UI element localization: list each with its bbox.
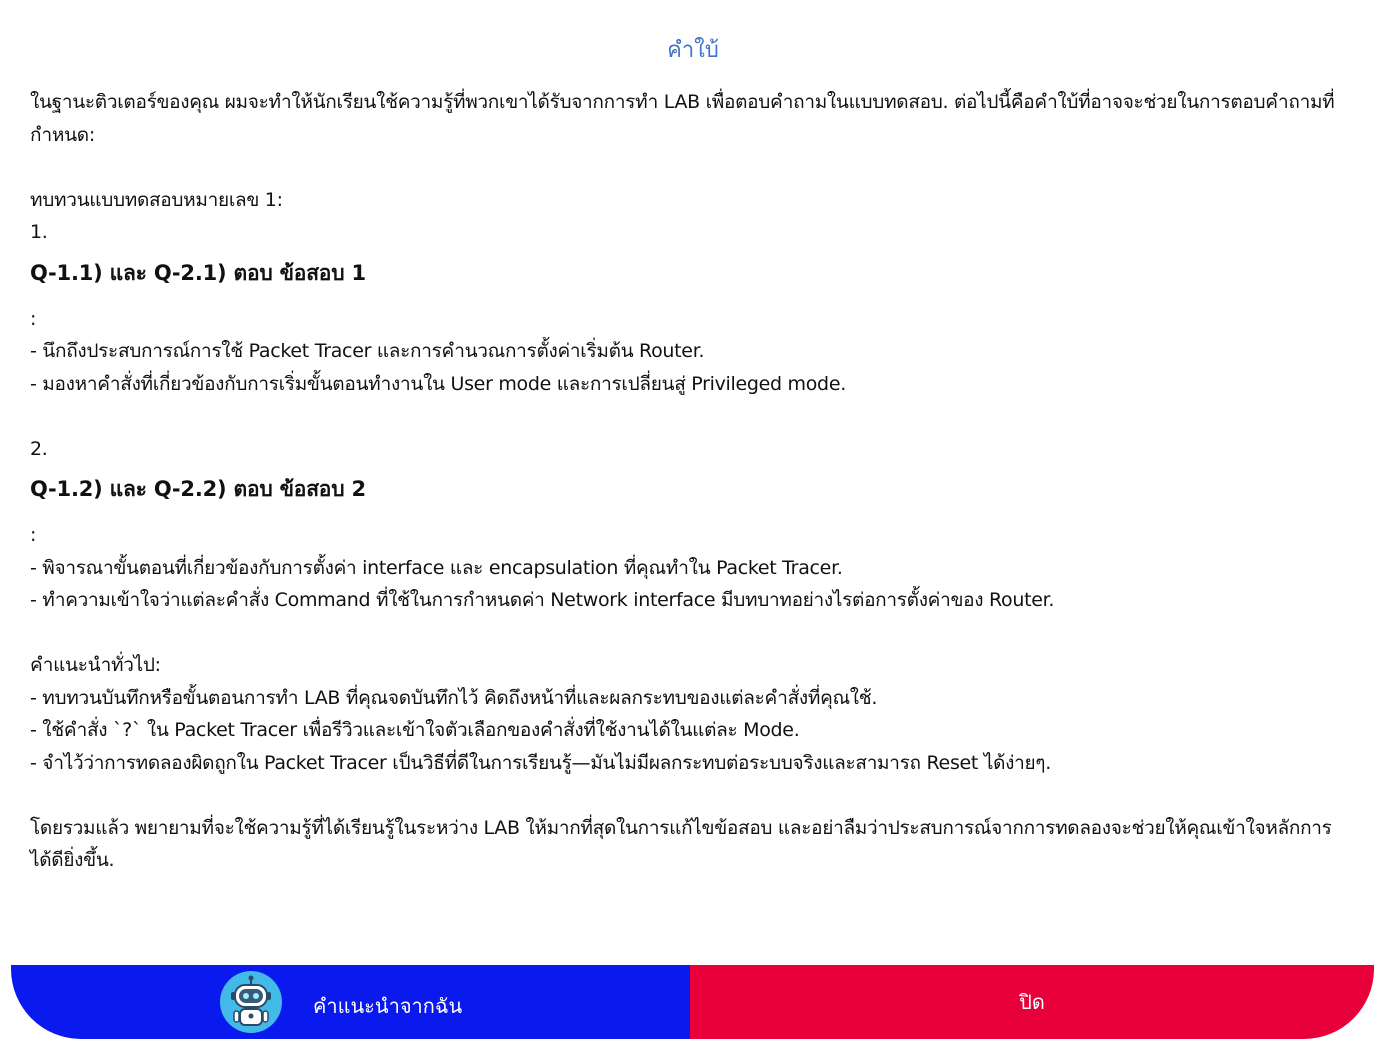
section-colon: : xyxy=(30,524,37,546)
general-heading: คำแนะนำทั่วไป: xyxy=(30,654,161,676)
advice-button-label: คำแนะนำจากฉัน xyxy=(313,994,463,1018)
hint-bullet: - นึกถึงประสบการณ์การใช้ Packet Tracer และการคำนวณการตั้งค่าเริ่มต้น Router. xyxy=(30,340,705,362)
spacer xyxy=(30,617,1350,650)
robot-icon-graphic xyxy=(220,971,282,1033)
spacer xyxy=(30,779,1350,812)
spacer xyxy=(30,151,1350,184)
section-number: 2. xyxy=(30,437,48,460)
robot-icon xyxy=(220,971,282,1033)
general-bullet: - ใช้คำสั่ง `?` ใน Packet Tracer เพื่อรีวิวและเข้าใจตัวเลือกของคำสั่งที่ใช้งานได้ในแต่ละ Mode. xyxy=(30,719,800,741)
close-button[interactable] xyxy=(690,965,1374,1039)
section-heading: Q-1.2) และ Q-2.2) ตอบ ข้อสอบ 2 xyxy=(30,477,366,501)
intro-text: ในฐานะติวเตอร์ของคุณ ผมจะทำให้นักเรียนใช้ความรู้ที่พวกเขาได้รับจากการทำ LAB เพื่อตอบคำถามในแบบทดสอบ. ต่อไปนี้คือคำใบ้ที่อาจจะช่วยในการตอบคำถามที่กำหนด: xyxy=(30,91,1335,146)
spacer xyxy=(30,400,1350,433)
conclusion-text: โดยรวมแล้ว พยายามที่จะใช้ความรู้ที่ได้เรียนรู้ในระหว่าง LAB ให้มากที่สุดในการแก้ไขข้อสอบ และอย่าลืมว่าประสบการณ์จากการทดลองจะช่วยให้คุณเข้าใจหลักการได้ดียิ่งขึ้น. xyxy=(30,816,1332,871)
section-heading: Q-1.1) และ Q-2.1) ตอบ ข้อสอบ 1 xyxy=(30,260,366,285)
hint-bullet: - พิจารณาขั้นตอนที่เกี่ยวข้องกับการตั้งค่า interface และ encapsulation ที่คุณทำใน Packet Tracer. xyxy=(30,556,843,579)
footer-bar xyxy=(11,965,1374,1039)
review-heading: ทบทวนแบบทดสอบหมายเลข 1: xyxy=(30,188,283,211)
hint-content xyxy=(30,86,1350,877)
general-bullet: - ทบทวนบันทึกหรือขั้นตอนการทำ LAB ที่คุณจดบันทึกไว้ คิดถึงหน้าที่และผลกระทบของแต่ละคำสั่งที่คุณใช้. xyxy=(30,686,878,709)
hint-bullet: - ทำความเข้าใจว่าแต่ละคำสั่ง Command ที่ใช้ในการกำหนดค่า Network interface มีบทบาทอย่างไรต่อการตั้งค่าของ Router. xyxy=(30,589,1055,611)
general-bullet: - จำไว้ว่าการทดลองผิดถูกใน Packet Tracer เป็นวิธีที่ดีในการเรียนรู้—มันไม่มีผลกระทบต่อระบบจริงและสามารถ Reset ได้ง่ายๆ. xyxy=(30,751,1051,774)
dialog-title: คำใบ้ xyxy=(667,38,719,63)
advice-button[interactable] xyxy=(11,965,690,1039)
close-button-label: ปิด xyxy=(1019,990,1045,1014)
section-number: 1. xyxy=(30,221,48,243)
hint-bullet: - มองหาคำสั่งที่เกี่ยวข้องกับการเริ่มขั้นตอนทำงานใน User mode และการเปลี่ยนสู่ Privileged mode. xyxy=(30,372,846,395)
section-colon: : xyxy=(30,307,37,330)
